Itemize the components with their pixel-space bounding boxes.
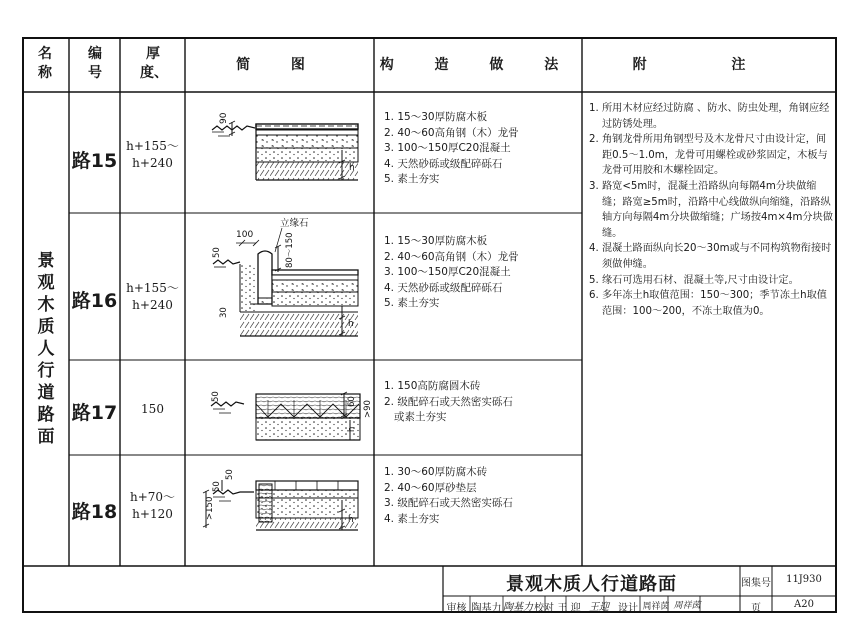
method-item: 3. 100～150厚C20混凝土	[384, 266, 511, 278]
thickness-line: h+240	[132, 156, 173, 170]
method-item: 2. 40～60厚砂垫层	[384, 481, 477, 494]
dim-r16-d: 80～150	[285, 232, 295, 268]
dim-r16-bot: 30	[219, 307, 229, 318]
atlas-label: 图集号	[741, 578, 771, 589]
thickness-line: h+155～	[126, 281, 179, 295]
diagram-r18	[203, 480, 358, 530]
thickness-line: h+240	[132, 298, 173, 312]
note-item: 6. 多年冻土h取值范围：150～300；季节冻土h取值范围：100～200，不冻土取值为0。	[589, 290, 827, 317]
atlas-number: 11J930	[786, 574, 822, 585]
dim-r18-top: 50	[225, 469, 235, 480]
note-item: 4. 混凝土路面纵向长20～30m或与不同构筑物衔接时须做伸缝。	[589, 243, 832, 270]
drawing-title: 景观木质人行道路面	[506, 574, 677, 595]
header-diagram: 简 图	[236, 57, 323, 73]
check-label: 校对	[534, 603, 554, 614]
dim-r15-top: 90	[219, 112, 229, 124]
dim-r17-d2: >90	[363, 400, 373, 418]
header-name: 名称	[38, 46, 52, 81]
thickness-line: 150	[141, 402, 164, 416]
reviewer-name: 陶基力	[471, 603, 502, 614]
dim-r16-h: h	[348, 319, 354, 329]
note-item: 2. 角钢龙骨所用角钢型号及木龙骨尺寸由设计定，间距0.5～1.0m，龙骨可用螺栓或砂浆固定，木板与龙骨可用胶和木螺栓固定。	[589, 134, 828, 177]
row-code-r16: 路16	[71, 290, 118, 312]
method-item: 4. 天然砂砾或级配碎砾石	[384, 281, 503, 294]
method-item: 或素土夯实	[384, 411, 447, 423]
method-item: 1. 15～30厚防腐木板	[384, 111, 488, 123]
header-code: 编号	[88, 46, 102, 81]
diagram-r15	[212, 121, 358, 180]
method-item: 3. 100～150厚C20混凝土	[384, 142, 511, 154]
row-code-r15: 路15	[71, 150, 118, 172]
review-label: 审核	[446, 603, 467, 614]
thickness-line: h+70～	[129, 490, 176, 504]
dim-r18-left: 50	[212, 481, 222, 492]
checker-name: 王 迎	[557, 603, 581, 614]
thickness-line: h+120	[132, 507, 173, 521]
thickness-line: h+155～	[126, 139, 179, 153]
dim-r16-w: 100	[236, 230, 254, 240]
dim-r16-left: 50	[212, 247, 222, 258]
method-item: 2. 40～60高角钢（木）龙骨	[384, 250, 519, 263]
method-item: 4. 素土夯实	[384, 512, 440, 525]
designer-signature: 周祥茵	[673, 601, 701, 611]
dim-r15-h: h	[349, 163, 355, 173]
page-number: A20	[794, 599, 814, 610]
method-item: 1. 30～60厚防腐木砖	[384, 466, 488, 478]
header-thickness: 厚度、	[140, 46, 168, 81]
method-item: 1. 150高防腐圆木砖	[384, 380, 481, 392]
header-method: 构 造 做 法	[379, 57, 577, 73]
method-item: 2. 40～60高角钢（木）龙骨	[384, 126, 519, 139]
dim-r16-kerb: 立缘石	[280, 218, 309, 229]
designer-name: 周祥茵	[642, 602, 670, 612]
diagram-r17	[211, 392, 360, 440]
design-label: 设计	[618, 603, 638, 614]
category-name: 景观木质人行道路面	[37, 251, 55, 447]
method-item: 2. 级配碎石或天然密实砾石	[384, 395, 513, 408]
reviewer-signature: 陶基力	[503, 602, 533, 613]
row-code-r17: 路17	[71, 402, 118, 424]
checker-signature: 王迎	[589, 602, 609, 613]
dim-r17-left: 50	[211, 391, 221, 402]
dim-r17-h: h	[347, 426, 357, 432]
header-notes: 附 注	[632, 57, 786, 73]
dim-r17-d1: 60	[347, 396, 357, 407]
note-item: 3. 路宽<5m时，混凝土沿路纵向每隔4m分块做缩缝；路宽≥5m时，沿路中心线做纵向缩缝，沿路纵轴方向每隔4m分块做缩缝；广场按4m×4m分块做缝。	[589, 180, 833, 239]
method-item: 4. 天然砂砾或级配碎砾石	[384, 157, 503, 170]
method-item: 3. 级配碎石或天然密实砾石	[384, 497, 513, 509]
note-item: 1. 所用木材应经过防腐 、防水、防虫处理，角钢应经过防锈处理。	[589, 103, 830, 130]
method-item: 5. 素土夯实	[384, 297, 440, 309]
method-item: 5. 素土夯实	[384, 173, 440, 185]
page-label: 页	[751, 603, 761, 614]
dim-r18-d: >150	[205, 496, 215, 520]
note-item: 5. 缘石可选用石材、混凝土等,尺寸由设计定。	[589, 274, 799, 286]
dim-r18-h: h	[348, 515, 354, 525]
method-item: 1. 15～30厚防腐木板	[384, 235, 488, 247]
row-code-r18: 路18	[71, 501, 118, 523]
